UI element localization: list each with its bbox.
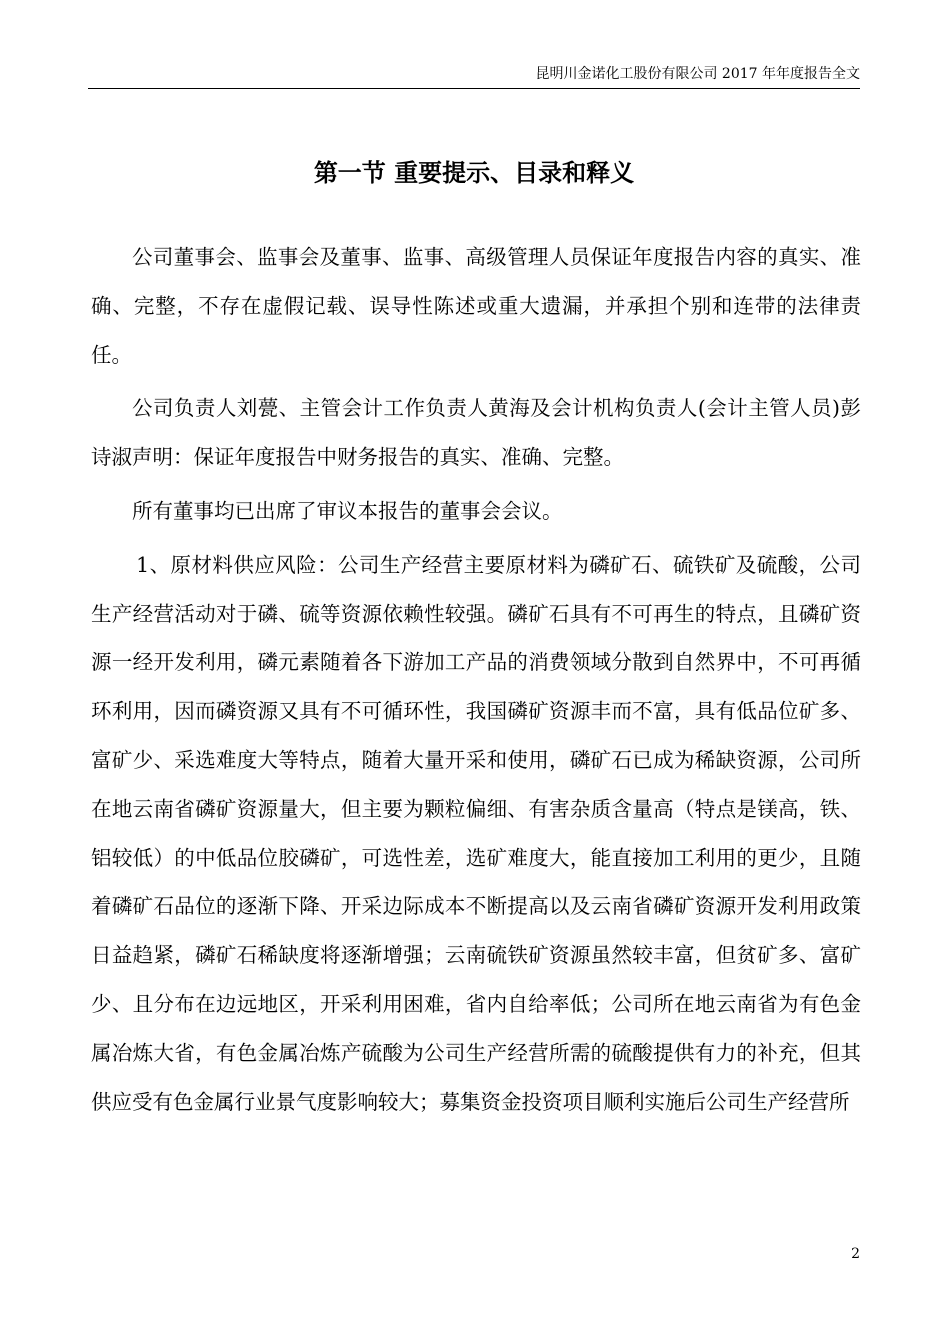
running-header: 昆明川金诺化工股份有限公司 2017 年年度报告全文 <box>535 66 860 82</box>
section-title: 第一节 重要提示、目录和释义 <box>313 158 635 187</box>
page-number: 2 <box>851 1246 860 1262</box>
paragraph-financial-statement-declaration: 公司负责人刘甍、主管会计工作负责人黄海及会计机构负责人(会计主管人员)彭诗淑声明：保证年度报告中财务报告的真实、准确、完整。 <box>91 396 861 470</box>
paragraph-board-attendance: 所有董事均已出席了审议本报告的董事会会议。 <box>132 498 563 523</box>
document-body <box>91 233 861 1131</box>
header-divider <box>88 88 860 89</box>
paragraph-responsibility-statement: 公司董事会、监事会及董事、监事、高级管理人员保证年度报告内容的真实、准确、完整，不存在虚假记载、误导性陈述或重大遗漏，并承担个别和连带的法律责任。 <box>91 245 861 367</box>
paragraph-raw-material-risk: 1、原材料供应风险：公司生产经营主要原材料为磷矿石、硫铁矿及硫酸，公司生产经营活动对于磷、硫等资源依赖性较强。磷矿石具有不可再生的特点，且磷矿资源一经开发利用，磷元素随着各下游加工产品的消费领域分散到自然界中，不可再循环利用，因而磷资源又具有不可循环性，我国磷矿资源丰而不富，具有低品位矿多、富矿少、采选难度大等特点，随着大量开采和使用，磷矿石已成为稀缺资源，公司所在地云南省磷矿资源量大，但主要为颗粒偏细、有害杂质含量高（特点是镁高，铁、铝较低）的中低品位胶磷矿，可选性差，选矿难度大，能直接加工利用的更少，且随着磷矿石品位的逐渐下降、开采边际成本不断提高以及云南省磷矿资源开发利用政策日益趋紧，磷矿石稀缺度将逐渐增强；云南硫铁矿资源虽然较丰富，但贫矿多、富矿少、且分布在边远地区，开采利用困难，省内自给率低；公司所在地云南省为有色金属冶炼大省，有色金属冶炼产硫酸为公司生产经营所需的硫酸提供有力的补充，但其供应受有色金属行业景气度影响较大；募集资金投资项目顺利实施后公司生产经营所 <box>91 552 861 1114</box>
